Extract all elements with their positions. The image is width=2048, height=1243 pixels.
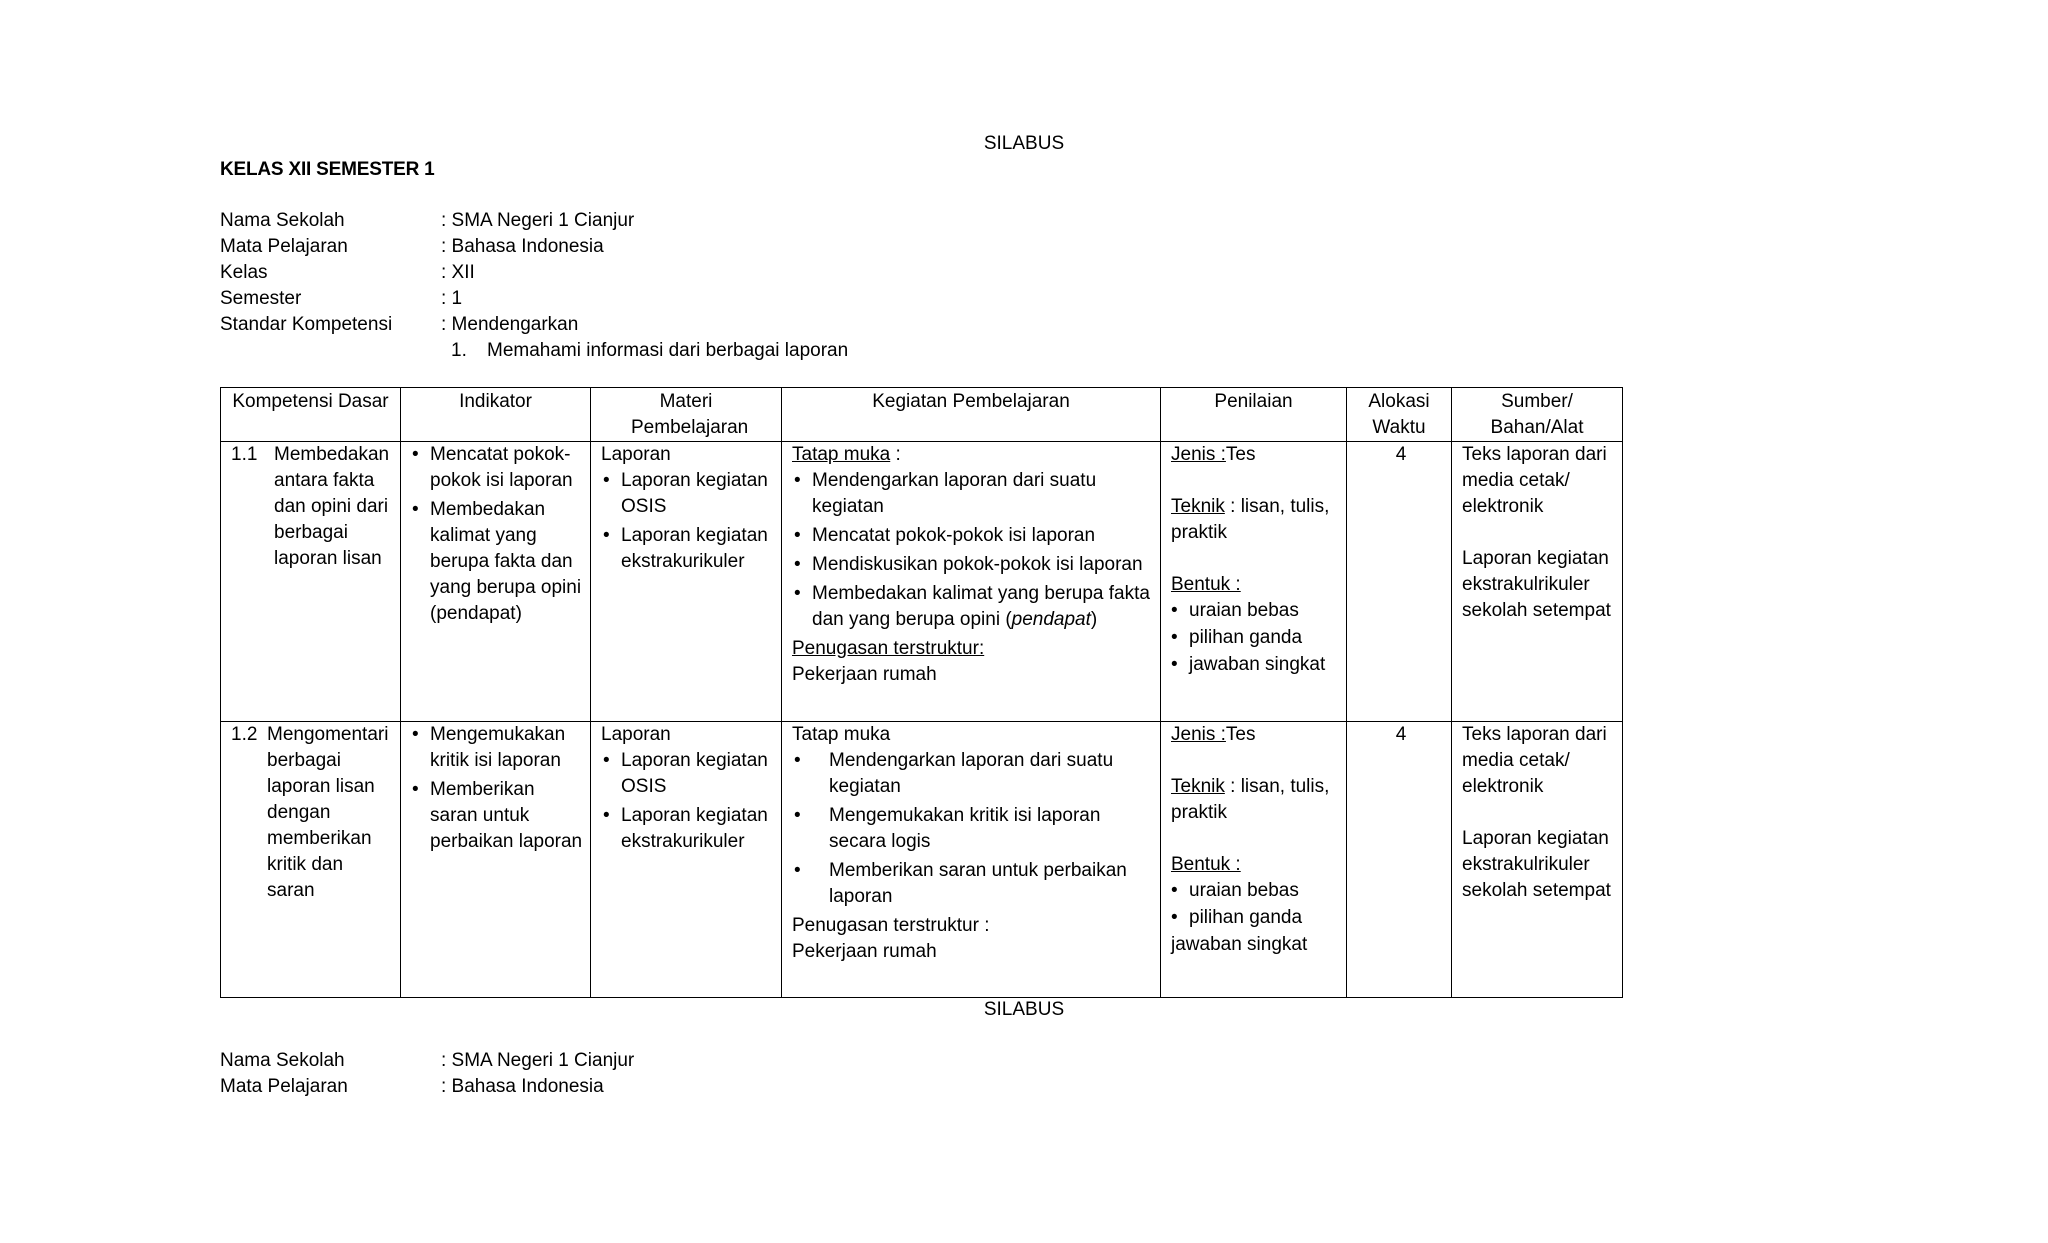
sumber-cell xyxy=(1452,722,1623,998)
header-sumber xyxy=(1452,388,1623,442)
list-item: • Laporan kegiatan ekstrakurikuler xyxy=(601,523,775,575)
materi-title: Laporan xyxy=(601,444,671,465)
kegiatan-title-suffix: : xyxy=(890,444,901,465)
table-row xyxy=(221,442,1623,722)
kd-text: Membedakan antara fakta dan opini dari berbagai laporan lisan xyxy=(274,444,390,569)
alokasi-cell: 4 xyxy=(1347,722,1452,998)
info-label: Mata Pelajaran xyxy=(220,1076,348,1097)
kegiatan-cell xyxy=(782,722,1161,998)
kegiatan-cell xyxy=(782,442,1161,722)
kd-number: 1.1 xyxy=(231,444,258,465)
sumber-text: Teks laporan dari media cetak/ elektronik xyxy=(1462,444,1607,517)
penilaian-cell xyxy=(1161,722,1347,998)
list-item: • Memberikan saran untuk perbaikan laporan xyxy=(792,858,1154,910)
sumber-text: Teks laporan dari media cetak/ elektronik xyxy=(1462,724,1607,797)
teknik-label: Teknik xyxy=(1171,496,1225,517)
class-semester-heading: KELAS XII SEMESTER 1 xyxy=(220,159,435,180)
header-sumber-text: Sumber/ Bahan/Alat xyxy=(1490,391,1584,438)
kd-number: 1.2 xyxy=(231,724,258,745)
indikator-cell xyxy=(401,442,591,722)
list-item: • Mencatat pokok-pokok isi laporan xyxy=(405,442,584,494)
kd-text: Mengomentari berbagai laporan lisan dengan memberikan kritik dan saran xyxy=(267,724,389,901)
jenis-label: Jenis : xyxy=(1171,724,1226,745)
info-value: : SMA Negeri 1 Cianjur xyxy=(441,210,635,231)
list-item: • Membedakan kalimat yang berupa fakta dan yang berupa opini (pendapat) xyxy=(405,497,584,627)
list-item: • pilihan ganda xyxy=(1171,905,1340,931)
list-item: • Mendengarkan laporan dari suatu kegiatan xyxy=(792,748,1154,800)
penilaian-cell xyxy=(1161,442,1347,722)
info-value: : SMA Negeri 1 Cianjur xyxy=(441,1050,635,1071)
penugasan-label: Penugasan terstruktur: xyxy=(792,638,985,659)
kegiatan-title xyxy=(792,442,1154,468)
jenis xyxy=(1171,722,1340,748)
info-label: Kelas xyxy=(220,262,268,283)
teknik-value: : lisan, tulis, praktik xyxy=(1171,496,1330,543)
header-alokasi xyxy=(1347,388,1452,442)
sumber-text: Laporan kegiatan ekstrakulrikuler sekolah setempat xyxy=(1462,828,1611,901)
header-kegiatan: Kegiatan Pembelajaran xyxy=(782,388,1161,442)
alokasi-cell: 4 xyxy=(1347,442,1452,722)
penugasan-label: Penugasan terstruktur : xyxy=(792,915,990,936)
header-indikator: Indikator xyxy=(401,388,591,442)
header-penilaian: Penilaian xyxy=(1161,388,1347,442)
info-value: : Bahasa Indonesia xyxy=(441,1076,604,1097)
table-row xyxy=(221,722,1623,998)
list-item: • Laporan kegiatan OSIS xyxy=(601,468,775,520)
info-value: : Bahasa Indonesia xyxy=(441,236,604,257)
list-item: • uraian bebas xyxy=(1171,878,1340,904)
bentuk-label: Bentuk : xyxy=(1171,574,1241,595)
list-item xyxy=(792,581,1154,633)
list-item: • Mencatat pokok-pokok isi laporan xyxy=(792,523,1154,549)
table-header-row xyxy=(221,388,1623,442)
materi-cell xyxy=(591,442,782,722)
header-alokasi-text: Alokasi Waktu xyxy=(1368,391,1430,438)
kegiatan-title-text: Tatap muka xyxy=(792,444,891,465)
indikator-cell xyxy=(401,722,591,998)
jenis-value: Tes xyxy=(1225,724,1256,745)
kd-cell xyxy=(221,442,401,722)
header-materi xyxy=(591,388,782,442)
bentuk-label: Bentuk : xyxy=(1171,854,1241,875)
bentuk-extra: jawaban singkat xyxy=(1171,934,1308,955)
penugasan-value: Pekerjaan rumah xyxy=(792,941,937,962)
jenis-value: Tes xyxy=(1225,444,1256,465)
materi-title: Laporan xyxy=(601,724,671,745)
jenis-label: Jenis : xyxy=(1171,444,1226,465)
syllabus-table xyxy=(220,387,1623,998)
list-item: • jawaban singkat xyxy=(1171,652,1340,678)
jenis xyxy=(1171,442,1340,468)
materi-cell xyxy=(591,722,782,998)
document-title-2: SILABUS xyxy=(983,999,1065,1020)
standar-kompetensi-item xyxy=(451,338,848,364)
info-value: : 1 xyxy=(441,288,463,309)
kegiatan-title: Tatap muka xyxy=(792,724,891,745)
list-item: • Mendengarkan laporan dari suatu kegiatan xyxy=(792,468,1154,520)
list-item: • uraian bebas xyxy=(1171,598,1340,624)
info-label: Semester xyxy=(220,288,302,309)
info-label: Nama Sekolah xyxy=(220,210,345,231)
teknik xyxy=(1171,494,1340,546)
info-label: Mata Pelajaran xyxy=(220,236,348,257)
teknik-value: : lisan, tulis, praktik xyxy=(1171,776,1330,823)
penugasan-value: Pekerjaan rumah xyxy=(792,664,937,685)
document-title: SILABUS xyxy=(983,133,1065,154)
list-item: • Laporan kegiatan ekstrakurikuler xyxy=(601,803,775,855)
item-number: 1. xyxy=(451,340,467,361)
list-item: • Mendiskusikan pokok-pokok isi laporan xyxy=(792,552,1154,578)
sumber-text: Laporan kegiatan ekstrakulrikuler sekolah setempat xyxy=(1462,548,1611,621)
list-item-text: Membedakan kalimat yang berupa fakta dan yang berupa opini ( xyxy=(812,583,1150,630)
sumber-cell xyxy=(1452,442,1623,722)
teknik xyxy=(1171,774,1340,826)
info-label: Standar Kompetensi xyxy=(220,314,393,335)
list-item: • Memberikan saran untuk perbaikan laporan xyxy=(405,777,584,855)
item-text: Memahami informasi dari berbagai laporan xyxy=(487,340,849,361)
list-item: • Mengemukakan kritik isi laporan xyxy=(405,722,584,774)
header-kompetensi-dasar: Kompetensi Dasar xyxy=(221,388,401,442)
list-item: • pilihan ganda xyxy=(1171,625,1340,651)
kd-cell xyxy=(221,722,401,998)
list-item: • Laporan kegiatan OSIS xyxy=(601,748,775,800)
info-label: Nama Sekolah xyxy=(220,1050,345,1071)
info-value: : Mendengarkan xyxy=(441,314,579,335)
list-item-emphasis: pendapat xyxy=(1011,609,1091,630)
teknik-label: Teknik xyxy=(1171,776,1225,797)
info-value: : XII xyxy=(441,262,475,283)
list-item: • Mengemukakan kritik isi laporan secara logis xyxy=(792,803,1154,855)
header-materi-text: Materi Pembelajaran xyxy=(631,391,749,438)
list-item-text-end: ) xyxy=(1090,609,1098,630)
